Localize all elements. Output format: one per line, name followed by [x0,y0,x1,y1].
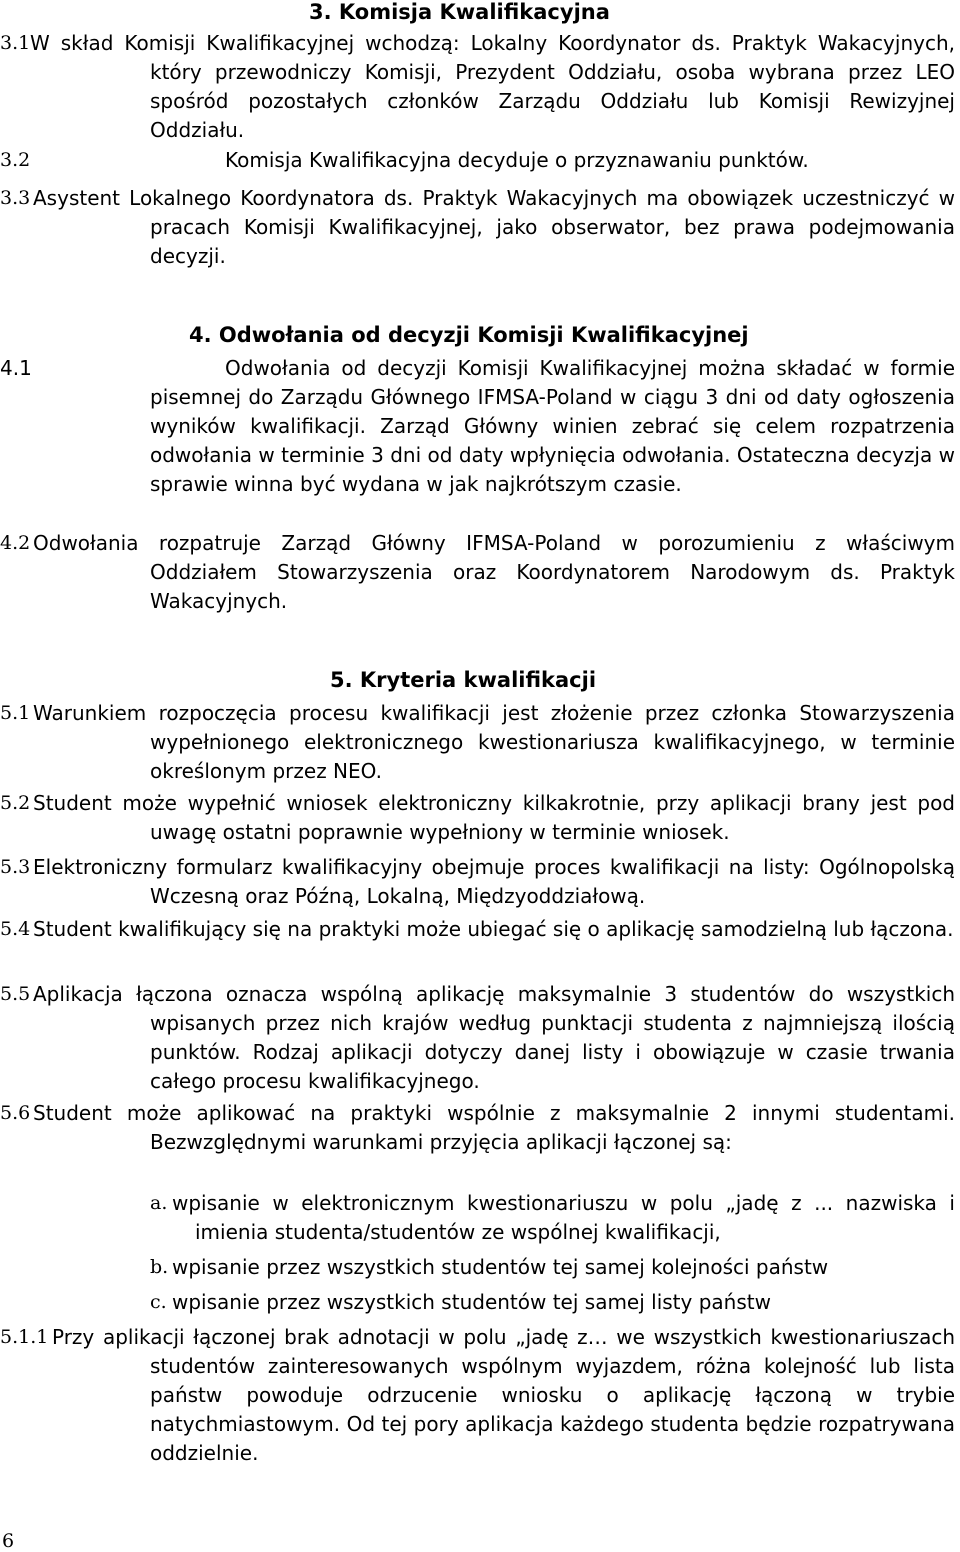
paragraph-text: Komisja Kwalifikacyjna decyduje o przyznawaniu punktów. [225,148,809,172]
paragraph-text: Student może aplikować na praktyki wspólnie z maksymalnie 2 innymi studentami. Bezwzględnymi warunkami przyjęcia aplikacji łączonej są: [33,1101,955,1154]
paragraph-text: W skład Komisji Kwalifikacyjnej wchodzą: Lokalny Koordynator ds. Praktyk Wakacyjnych, który przewodniczy Komisji, Prezydent Oddziału, osoba wybrana przez LEO spośród pozostałych członków Zarządu Oddziału lub Komisji Rewizyjnej Oddziału. [30,31,955,142]
paragraph-text: Aplikacja łączona oznacza wspólną aplikację maksymalnie 3 studentów do wszystkich wpisanych przez nich krajów według punktacji studenta z najmniejszą ilością punktów. Rodzaj aplikacji dotyczy danej listy i obowiązuje w czasie trwania całego procesu kwalifikacyjnego. [33,982,956,1093]
paragraph-text: Odwołania rozpatruje Zarząd Główny IFMSA-Poland w porozumieniu z właściwym Oddziałem Stowarzyszenia oraz Koordynatorem Narodowym ds. Praktyk Wakacyjnych. [33,531,956,613]
paragraph-number: 4.1 [0,356,32,380]
paragraph-text: Student kwalifikujący się na praktyki może ubiegać się o aplikację samodzielną lub łączona. [33,917,954,941]
paragraph-number: 5.2 [0,792,31,814]
paragraph-number: 5.5 [0,983,31,1005]
list-marker: c. [150,1291,167,1313]
paragraph-text: Odwołania od decyzji Komisji Kwalifikacyjnej można składać w formie pisemnej do Zarządu Głównego IFMSA-Poland w ciągu 3 dni od daty ogłoszenia wyników kwalifikacji. Zarząd Główny winien zebrać się celem rozpatrzenia odwołania w terminie 3 dni od daty wpłynięcia odwołania. Ostateczna decyzja w sprawie winna być wydana w jak najkrótszym czasie. [150,356,955,496]
paragraph-number: 5.3 [0,856,31,878]
list-item-text: wpisanie w elektronicznym kwestionariuszu w polu „jadę z ... nazwiska i imienia studenta/studentów ze wspólnej kwalifikacji, [172,1191,955,1244]
list-marker: b. [150,1256,169,1278]
paragraph-number: 3.2 [0,149,31,171]
paragraph-number: 4.2 [0,532,31,554]
list-marker: a. [150,1192,168,1214]
paragraph-text: Student może wypełnić wniosek elektroniczny kilkakrotnie, przy aplikacji brany jest pod uwagę ostatni poprawnie wypełniony w terminie wniosek. [33,791,955,844]
paragraph-text: Warunkiem rozpoczęcia procesu kwalifikacji jest złożenie przez członka Stowarzyszenia wypełnionego elektronicznego kwestionariusza kwalifikacyjnego, w terminie określonym przez NEO. [33,701,955,783]
page-number: 6 [2,1530,15,1552]
paragraph-number: 5.4 [0,918,31,940]
paragraph-text: Elektroniczny formularz kwalifikacyjny obejmuje proces kwalifikacji na listy: Ogólnopolską Wczesną oraz Późną, Lokalną, Międzyoddziałową. [33,855,955,908]
list-item-text: wpisanie przez wszystkich studentów tej samej kolejności państw [172,1255,829,1279]
paragraph-number: 3.3 [0,187,31,209]
paragraph-text: Asystent Lokalnego Koordynatora ds. Praktyk Wakacyjnych ma obowiązek uczestniczyć w pracach Komisji Kwalifikacyjnej, jako obserwator, bez prawa podejmowania decyzji. [33,186,956,268]
paragraph-number: 5.1.1 [0,1326,49,1348]
paragraph-number: 3.1 [0,32,31,54]
list-item-text: wpisanie przez wszystkich studentów tej samej listy państw [172,1290,771,1314]
section-3-heading: 3. Komisja Kwalifikacyjna [309,0,610,24]
paragraph-number: 5.1 [0,702,31,724]
section-5-heading: 5. Kryteria kwalifikacji [330,668,597,692]
section-4-heading: 4. Odwołania od decyzji Komisji Kwalifikacyjnej [189,323,749,347]
paragraph-text: Przy aplikacji łączonej brak adnotacji w polu „jadę z… we wszystkich kwestionariuszach studentów zainteresowanych wspólnym wyjazdem, różna kolejność lub lista państw powoduje odrzucenie wniosku o aplikację łączoną w trybie natychmiastowym. Od tej pory aplikacja każdego studenta będzie rozpatrywana oddzielnie. [52,1325,956,1465]
paragraph-number: 5.6 [0,1102,31,1124]
